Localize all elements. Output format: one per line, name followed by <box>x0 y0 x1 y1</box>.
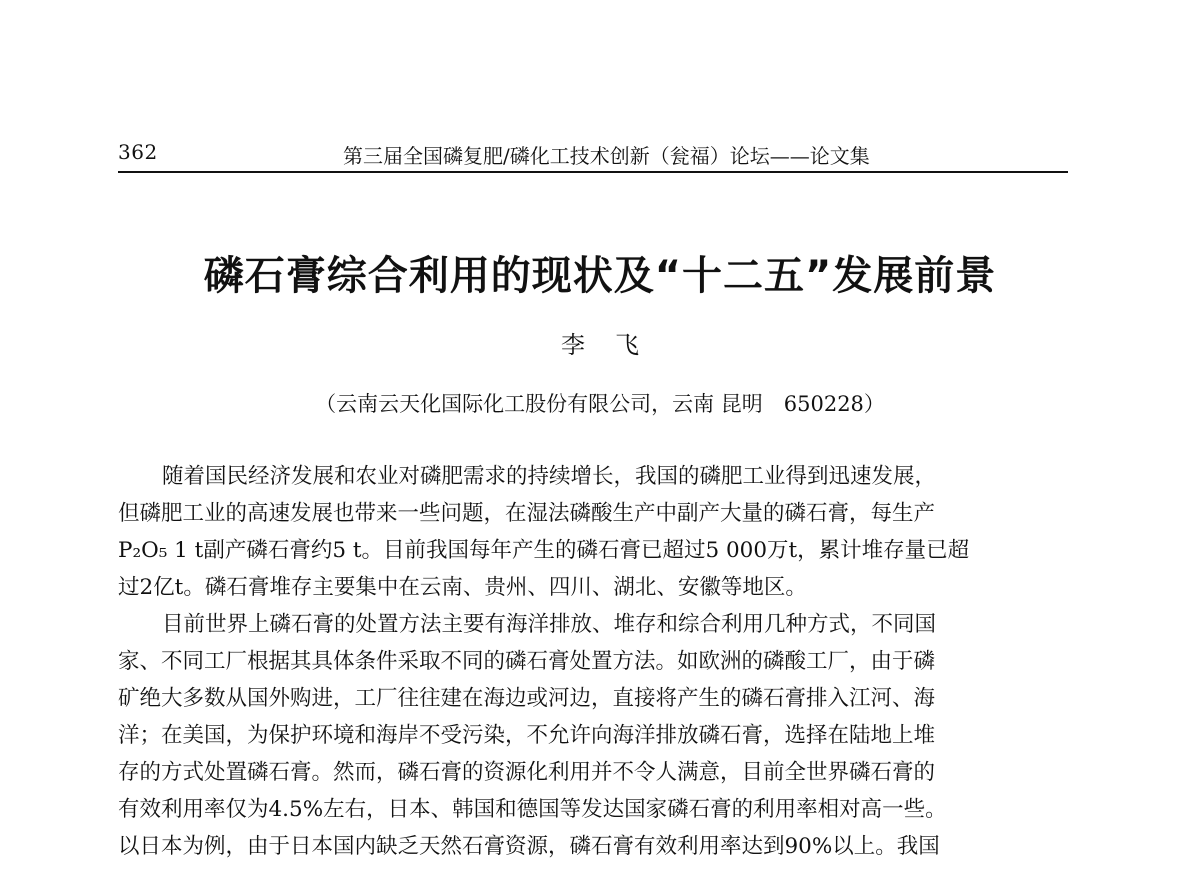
body-line: 存的方式处置磷石膏。然而，磷石膏的资源化利用并不令人满意，目前全世界磷石膏的 <box>118 760 936 785</box>
body-text <box>118 458 1068 865</box>
body-line: 目前世界上磷石膏的处置方法主要有海洋排放、堆存和综合利用几种方式，不同国 <box>162 612 937 637</box>
body-line: 但磷肥工业的高速发展也带来一些问题，在湿法磷酸生产中副产大量的磷石膏，每生产 <box>118 501 936 526</box>
running-title: 第三届全国磷复肥/磷化工技术创新（瓮福）论坛——论文集 <box>343 144 870 168</box>
author-affiliation: （云南云天化国际化工股份有限公司，云南 昆明 650228） <box>315 392 885 416</box>
body-line: 家、不同工厂根据其具体条件采取不同的磷石膏处置方法。如欧洲的磷酸工厂，由于磷 <box>118 649 936 674</box>
body-line: 矿绝大多数从国外购进，工厂往往建在海边或河边，直接将产生的磷石膏排入江河、海 <box>118 686 936 711</box>
page-header <box>118 138 1068 174</box>
body-line: 以日本为例，由于日本国内缺乏天然石膏资源，磷石膏有效利用率达到90%以上。我国 <box>118 834 940 859</box>
header-rule <box>118 171 1068 173</box>
body-line: 有效利用率仅为4.5%左右，日本、韩国和德国等发达国家磷石膏的利用率相对高一些。 <box>118 797 947 822</box>
body-line: P₂O₅ 1 t副产磷石膏约5 t。目前我国每年产生的磷石膏已超过5 000万t，累计堆存量已超 <box>118 538 970 563</box>
body-line: 过2亿t。磷石膏堆存主要集中在云南、贵州、四川、湖北、安徽等地区。 <box>118 575 807 600</box>
body-line: 洋；在美国，为保护环境和海岸不受污染，不允许向海洋排放磷石膏，选择在陆地上堆 <box>118 723 936 748</box>
author-name: 李飞 <box>561 331 669 359</box>
body-line: 随着国民经济发展和农业对磷肥需求的持续增长，我国的磷肥工业得到迅速发展， <box>162 464 937 489</box>
article-title: 磷石膏综合利用的现状及“十二五”发展前景 <box>203 253 997 299</box>
page-number: 362 <box>118 140 158 164</box>
